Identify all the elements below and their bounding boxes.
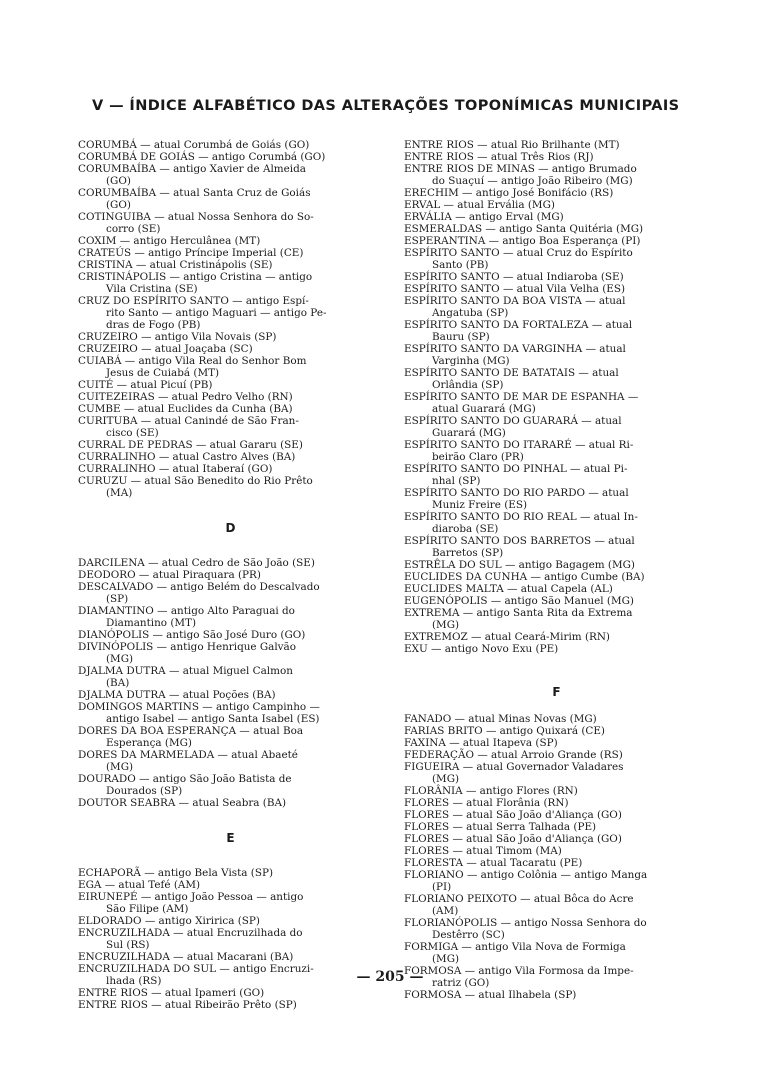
entry-text: FORMOSA — antigo Vila Formosa da Impe- xyxy=(404,965,634,977)
entry-text: DORES DA MARMELADA — atual Abaeté xyxy=(78,749,298,761)
entry-text: CORUMBÁ DE GOIÁS — antigo Corumbá (GO) xyxy=(78,151,326,163)
index-entry xyxy=(404,271,709,283)
entry-text: ENCRUZILHADA DO SUL — antigo Encruzi- xyxy=(78,963,314,975)
entry-text: ENTRE RIOS — atual Rio Brilhante (MT) xyxy=(404,139,620,151)
entry-continuation: antigo Isabel — antigo Santa Isabel (ES) xyxy=(106,713,320,725)
entry-text: DJALMA DUTRA — atual Poções (BA) xyxy=(78,689,276,701)
index-entry xyxy=(404,749,709,761)
index-entry xyxy=(404,511,709,535)
entry-continuation: (MG) xyxy=(106,761,134,773)
entry-continuation: Sul (RS) xyxy=(106,939,150,951)
index-entry xyxy=(78,451,383,463)
index-entry xyxy=(404,199,709,211)
entry-text: FLORÂNIA — antigo Flores (RN) xyxy=(404,785,578,797)
entry-text: ESPÍRITO SANTO DA BOA VISTA — atual xyxy=(404,295,626,307)
entry-text: ENCRUZILHADA — atual Encruzilhada do xyxy=(78,927,303,939)
entry-text: DARCILENA — atual Cedro de São João (SE) xyxy=(78,557,315,569)
entry-text: EUCLIDES DA CUNHA — antigo Cumbe (BA) xyxy=(404,571,645,583)
index-entry xyxy=(78,475,383,499)
entry-continuation: (GO) xyxy=(106,175,131,187)
entry-continuation: Vila Cristina (SE) xyxy=(106,283,198,295)
entry-list-f xyxy=(404,713,709,1001)
entry-text: ESPÍRITO SANTO DA FORTALEZA — atual xyxy=(404,319,633,331)
index-entry xyxy=(78,151,383,163)
entry-text: EUGENÓPOLIS — antigo São Manuel (MG) xyxy=(404,595,634,607)
index-entry xyxy=(78,439,383,451)
index-entry xyxy=(78,915,383,927)
index-entry xyxy=(78,271,383,295)
entry-text: EXU — antigo Novo Exu (PE) xyxy=(404,643,559,655)
index-entry xyxy=(404,785,709,797)
index-entry xyxy=(404,607,709,631)
entry-text: FAXINA — atual Itapeva (SP) xyxy=(404,737,558,749)
entry-text: DOURADO — antigo São João Batista de xyxy=(78,773,292,785)
entry-text: ELDORADO — antigo Xiririca (SP) xyxy=(78,915,260,927)
index-entry xyxy=(78,701,383,725)
index-entry xyxy=(78,247,383,259)
index-entry xyxy=(404,367,709,391)
entry-list-d xyxy=(78,557,383,809)
entry-text: ENTRE RIOS — atual Três Rios (RJ) xyxy=(404,151,594,163)
entry-continuation: (AM) xyxy=(432,905,459,917)
entry-text: DIVINÓPOLIS — antigo Henrique Galvão xyxy=(78,641,297,653)
index-entry xyxy=(404,857,709,869)
index-entry xyxy=(78,235,383,247)
index-entry xyxy=(404,247,709,271)
entry-continuation: Esperança (MG) xyxy=(106,737,192,749)
entry-text: ESPERANTINA — antigo Boa Esperança (PI) xyxy=(404,235,641,247)
index-entry xyxy=(78,581,383,605)
index-entry xyxy=(404,439,709,463)
entry-text: CORUMBAÍBA — antigo Xavier de Almeida xyxy=(78,163,306,175)
index-entry xyxy=(78,629,383,641)
entry-continuation: Barretos (SP) xyxy=(432,547,504,559)
entry-text: CORUMBAÍBA — atual Santa Cruz de Goiás xyxy=(78,187,311,199)
entry-text: FANADO — atual Minas Novas (MG) xyxy=(404,713,597,725)
entry-text: DJALMA DUTRA — atual Miguel Calmon xyxy=(78,665,293,677)
entry-continuation: corro (SE) xyxy=(106,223,161,235)
index-entry xyxy=(404,761,709,785)
entry-text: DOUTOR SEABRA — atual Seabra (BA) xyxy=(78,797,287,809)
entry-continuation: Orlândia (SP) xyxy=(432,379,504,391)
index-entry xyxy=(78,867,383,879)
entry-text: EIRUNEPÉ — antigo João Pessoa — antigo xyxy=(78,891,304,903)
index-entry xyxy=(78,187,383,211)
entry-continuation: nhal (SP) xyxy=(432,475,481,487)
entry-continuation: Bauru (SP) xyxy=(432,331,490,343)
entry-continuation: atual Guarará (MG) xyxy=(432,403,536,415)
index-entry xyxy=(78,689,383,701)
entry-continuation: diaroba (SE) xyxy=(432,523,499,535)
entry-continuation: (MG) xyxy=(432,953,460,965)
entry-text: FLORES — atual Florânia (RN) xyxy=(404,797,569,809)
index-entry xyxy=(404,295,709,319)
entry-continuation: ratriz (GO) xyxy=(432,977,490,989)
entry-text: ESPÍRITO SANTO DE BATATAIS — atual xyxy=(404,367,619,379)
section-letter-d: D xyxy=(225,521,236,535)
entry-list-c xyxy=(78,139,383,499)
entry-text: FORMIGA — antigo Vila Nova de Formiga xyxy=(404,941,626,953)
entry-text: FLORIANÓPOLIS — antigo Nossa Senhora do xyxy=(404,917,647,929)
index-entry xyxy=(78,463,383,475)
index-entry xyxy=(78,415,383,439)
index-entry xyxy=(404,559,709,571)
entry-text: ESPÍRITO SANTO — atual Vila Velha (ES) xyxy=(404,283,626,295)
index-entry xyxy=(404,595,709,607)
index-entry xyxy=(78,725,383,749)
entry-continuation: Muniz Freire (ES) xyxy=(432,499,528,511)
entry-text: ESPÍRITO SANTO — atual Indiaroba (SE) xyxy=(404,271,624,283)
index-entry xyxy=(404,845,709,857)
entry-list-e-continued xyxy=(404,139,709,655)
entry-text: ERVAL — atual Ervália (MG) xyxy=(404,199,555,211)
entry-text: CORUMBÁ — atual Corumbá de Goiás (GO) xyxy=(78,139,310,151)
index-entry xyxy=(404,151,709,163)
index-entry xyxy=(404,415,709,439)
index-entry xyxy=(78,605,383,629)
index-entry xyxy=(404,187,709,199)
index-entry xyxy=(78,891,383,915)
entry-text: FEDERAÇÃO — atual Arroio Grande (RS) xyxy=(404,749,623,761)
entry-text: ESPÍRITO SANTO DO PINHAL — atual Pi- xyxy=(404,463,628,475)
entry-list-e xyxy=(78,867,383,1011)
entry-text: FLORES — atual Serra Talhada (PE) xyxy=(404,821,597,833)
index-entry xyxy=(404,163,709,187)
entry-text: CURRAL DE PEDRAS — atual Gararu (SE) xyxy=(78,439,303,451)
entry-text: CURUZU — atual São Benedito do Rio Prêto xyxy=(78,475,313,487)
index-entry xyxy=(404,821,709,833)
page-title: V — ÍNDICE ALFABÉTICO DAS ALTERAÇÕES TOPONÍMICAS MUNICIPAIS xyxy=(92,98,680,114)
entry-text: ESPÍRITO SANTO — atual Cruz do Espírito xyxy=(404,247,633,259)
entry-continuation: beirão Claro (PR) xyxy=(432,451,524,463)
entry-text: EUCLIDES MALTA — atual Capela (AL) xyxy=(404,583,613,595)
entry-continuation: Guarará (MG) xyxy=(432,427,506,439)
entry-text: CRISTINÁPOLIS — antigo Cristina — antigo xyxy=(78,271,313,283)
index-entry xyxy=(78,163,383,187)
entry-text: CURRALINHO — atual Castro Alves (BA) xyxy=(78,451,296,463)
entry-text: FLORES — atual São João d'Aliança (GO) xyxy=(404,833,622,845)
index-entry xyxy=(404,487,709,511)
entry-continuation: (MG) xyxy=(432,619,460,631)
index-entry xyxy=(404,737,709,749)
index-entry xyxy=(404,725,709,737)
index-entry xyxy=(78,569,383,581)
left-column xyxy=(78,139,383,1011)
entry-text: COTINGUIBA — atual Nossa Senhora do So- xyxy=(78,211,314,223)
entry-text: ESPÍRITO SANTO DO ITARARÉ — atual Ri- xyxy=(404,439,634,451)
index-entry xyxy=(78,343,383,355)
index-entry xyxy=(404,631,709,643)
index-entry xyxy=(404,869,709,893)
page-number: — 205 — xyxy=(356,969,424,985)
index-entry xyxy=(404,283,709,295)
entry-text: CRUZ DO ESPÍRITO SANTO — antigo Espí- xyxy=(78,295,309,307)
index-entry xyxy=(404,571,709,583)
entry-continuation: cisco (SE) xyxy=(106,427,159,439)
entry-text: ENTRE RIOS DE MINAS — antigo Brumado xyxy=(404,163,637,175)
right-column xyxy=(404,139,709,1001)
index-entry xyxy=(78,665,383,689)
index-entry xyxy=(78,139,383,151)
index-entry xyxy=(78,331,383,343)
entry-text: ESPÍRITO SANTO DO RIO PARDO — atual xyxy=(404,487,629,499)
entry-text: DORES DA BOA ESPERANÇA — atual Boa xyxy=(78,725,304,737)
entry-text: CRUZEIRO — antigo Vila Novais (SP) xyxy=(78,331,277,343)
entry-continuation: lhada (RS) xyxy=(106,975,162,987)
entry-text: DIAMANTINO — antigo Alto Paraguai do xyxy=(78,605,295,617)
index-entry xyxy=(404,319,709,343)
entry-text: EXTREMA — antigo Santa Rita da Extrema xyxy=(404,607,633,619)
entry-continuation: Dourados (SP) xyxy=(106,785,183,797)
entry-text: CURRALINHO — atual Itaberaí (GO) xyxy=(78,463,273,475)
index-entry xyxy=(78,951,383,963)
index-entry xyxy=(404,463,709,487)
entry-text: CUITÉ — atual Picuí (PB) xyxy=(78,379,213,391)
index-entry xyxy=(78,749,383,773)
index-entry xyxy=(78,773,383,797)
index-entry xyxy=(404,713,709,725)
entry-text: CRUZEIRO — atual Joaçaba (SC) xyxy=(78,343,253,355)
index-entry xyxy=(404,989,709,1001)
entry-text: CUMBE — atual Euclides da Cunha (BA) xyxy=(78,403,293,415)
entry-text: ESPÍRITO SANTO DA VARGINHA — atual xyxy=(404,343,626,355)
entry-text: ENCRUZILHADA — atual Macarani (BA) xyxy=(78,951,294,963)
index-entry xyxy=(404,139,709,151)
index-entry xyxy=(78,403,383,415)
entry-text: COXIM — antigo Herculânea (MT) xyxy=(78,235,261,247)
index-entry xyxy=(78,355,383,379)
entry-continuation: rito Santo — antigo Maguari — antigo Pe- xyxy=(106,307,327,319)
entry-text: ESPÍRITO SANTO DOS BARRETOS — atual xyxy=(404,535,635,547)
index-entry xyxy=(78,211,383,235)
entry-text: CUITEZEIRAS — atual Pedro Velho (RN) xyxy=(78,391,293,403)
index-entry xyxy=(78,379,383,391)
index-entry xyxy=(404,223,709,235)
entry-continuation: dras de Fogo (PB) xyxy=(106,319,201,331)
index-entry xyxy=(78,879,383,891)
section-letter-e: E xyxy=(226,831,235,845)
index-entry xyxy=(404,643,709,655)
index-entry xyxy=(404,211,709,223)
entry-text: ENTRE RIOS — atual Ribeirão Prêto (SP) xyxy=(78,999,297,1011)
index-entry xyxy=(78,797,383,809)
index-entry xyxy=(78,641,383,665)
entry-text: ESPÍRITO SANTO DO RIO REAL — atual In- xyxy=(404,511,638,523)
entry-text: ERECHIM — antigo José Bonifácio (RS) xyxy=(404,187,614,199)
entry-text: DEODORO — atual Piraquara (PR) xyxy=(78,569,261,581)
entry-text: FLORESTA — atual Tacaratu (PE) xyxy=(404,857,583,869)
index-entry xyxy=(78,963,383,987)
entry-text: FARIAS BRITO — antigo Quixará (CE) xyxy=(404,725,605,737)
entry-text: ERVÁLIA — antigo Erval (MG) xyxy=(404,211,564,223)
index-entry xyxy=(404,797,709,809)
entry-continuation: Jesus de Cuiabá (MT) xyxy=(106,367,220,379)
index-entry xyxy=(404,965,709,989)
entry-continuation: (MA) xyxy=(106,487,133,499)
entry-text: FORMOSA — atual Ilhabela (SP) xyxy=(404,989,577,1001)
index-entry xyxy=(404,391,709,415)
index-entry xyxy=(404,583,709,595)
entry-text: FLORES — atual Timom (MA) xyxy=(404,845,562,857)
entry-continuation: (PI) xyxy=(432,881,452,893)
entry-text: ESMERALDAS — antigo Santa Quitéria (MG) xyxy=(404,223,644,235)
entry-continuation: São Filipe (AM) xyxy=(106,903,189,915)
index-entry xyxy=(404,941,709,965)
entry-text: DOMINGOS MARTINS — antigo Campinho — xyxy=(78,701,320,713)
entry-continuation: Angatuba (SP) xyxy=(432,307,509,319)
entry-continuation: Destêrro (SC) xyxy=(432,929,505,941)
index-entry xyxy=(404,235,709,247)
entry-continuation: do Suaçuí — antigo João Ribeiro (MG) xyxy=(432,175,633,187)
entry-continuation: (BA) xyxy=(106,677,130,689)
index-entry xyxy=(404,535,709,559)
entry-text: FLORES — atual São João d'Aliança (GO) xyxy=(404,809,622,821)
entry-continuation: (SP) xyxy=(106,593,129,605)
entry-continuation: (GO) xyxy=(106,199,131,211)
entry-text: ESPÍRITO SANTO DE MAR DE ESPANHA — xyxy=(404,391,639,403)
index-entry xyxy=(78,999,383,1011)
index-entry xyxy=(404,893,709,917)
entry-text: ENTRE RIOS — atual Ipameri (GO) xyxy=(78,987,265,999)
index-entry xyxy=(78,391,383,403)
index-entry xyxy=(78,927,383,951)
entry-continuation: Santo (PB) xyxy=(432,259,489,271)
entry-text: CRATEÚS — antigo Príncipe Imperial (CE) xyxy=(78,247,304,259)
index-entry xyxy=(78,259,383,271)
entry-text: DIANÓPOLIS — antigo São José Duro (GO) xyxy=(78,629,306,641)
entry-text: FLORIANO PEIXOTO — atual Bôca do Acre xyxy=(404,893,634,905)
entry-text: DESCALVADO — antigo Belém do Descalvado xyxy=(78,581,320,593)
entry-text: EXTREMOZ — atual Ceará-Mirim (RN) xyxy=(404,631,610,643)
entry-text: ESTRÊLA DO SUL — antigo Bagagem (MG) xyxy=(404,559,635,571)
index-entry xyxy=(78,987,383,999)
index-entry xyxy=(78,557,383,569)
entry-text: ECHAPORÃ — antigo Bela Vista (SP) xyxy=(78,867,274,879)
entry-text: EGA — atual Tefé (AM) xyxy=(78,879,201,891)
entry-continuation: Diamantino (MT) xyxy=(106,617,197,629)
index-entry xyxy=(404,917,709,941)
entry-continuation: (MG) xyxy=(106,653,134,665)
index-entry xyxy=(78,295,383,331)
index-entry xyxy=(404,343,709,367)
entry-text: CURITUBA — atual Canindé de São Fran- xyxy=(78,415,299,427)
entry-continuation: (MG) xyxy=(432,773,460,785)
section-letter-f: F xyxy=(552,685,561,699)
entry-text: CRISTINA — atual Cristinápolis (SE) xyxy=(78,259,273,271)
index-entry xyxy=(404,809,709,821)
entry-text: FLORIANO — antigo Colônia — antigo Manga xyxy=(404,869,648,881)
entry-continuation: Varginha (MG) xyxy=(432,355,510,367)
entry-text: CUIABÁ — antigo Vila Real do Senhor Bom xyxy=(78,355,307,367)
index-entry xyxy=(404,833,709,845)
entry-text: ESPÍRITO SANTO DO GUARARÁ — atual xyxy=(404,415,622,427)
entry-text: FIGUEIRA — atual Governador Valadares xyxy=(404,761,624,773)
